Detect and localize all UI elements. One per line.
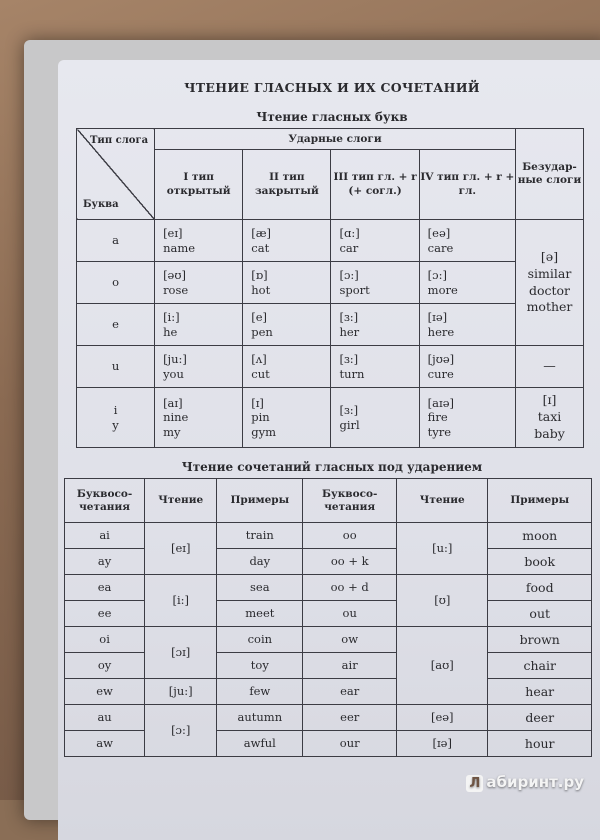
reading-line: cut (251, 366, 270, 381)
reading-line: [ɔ:] (339, 268, 359, 283)
reading-line: nine (163, 410, 189, 425)
reading-line: [aɪ] (163, 395, 183, 410)
table1-row (77, 262, 584, 304)
table1-title: Чтение гласных букв (256, 110, 408, 124)
left-example-cell: toy (217, 653, 303, 679)
left-reading-cell: [eɪ] (145, 523, 217, 575)
table2-row (65, 627, 592, 653)
left-reading-cell: [ɔɪ] (145, 627, 217, 679)
reading-cell (331, 220, 419, 262)
reading-cell (419, 262, 515, 304)
table2-row (65, 653, 592, 679)
reading-line: he (163, 324, 178, 339)
reading-line: sport (339, 282, 370, 297)
right-example-cell: out (488, 601, 592, 627)
table1-row (77, 346, 584, 388)
reading-line: [ɜ:] (339, 352, 359, 367)
type-4-header: IV тип гл. + r + гл. (419, 150, 515, 220)
letter-text: e (112, 317, 119, 332)
table2-header-6: Примеры (488, 479, 592, 523)
reading-line: tyre (427, 424, 452, 439)
letter-text: a (112, 233, 119, 248)
left-reading-cell: [i:] (145, 575, 217, 627)
table1-corner-cell (77, 129, 155, 220)
right-reading-cell: [u:] (397, 523, 488, 575)
letter-cell (77, 304, 155, 346)
reading-line: more (427, 282, 458, 297)
table2-row (65, 549, 592, 575)
reading-cell (419, 388, 515, 448)
left-combo-cell: ew (65, 679, 145, 705)
left-combo-cell: oy (65, 653, 145, 679)
reading-line: pen (251, 324, 273, 339)
unstressed-line: — (543, 358, 556, 374)
reading-line: [ɪə] (427, 310, 448, 325)
reading-line: care (427, 240, 454, 255)
reading-line: [ɜ:] (339, 310, 359, 325)
letter-text: i (113, 403, 118, 418)
table2-row (65, 705, 592, 731)
reading-line: [ɔ:] (427, 268, 447, 283)
right-combo-cell: oo (303, 523, 397, 549)
left-example-cell: awful (217, 731, 303, 757)
reading-line: [æ] (251, 226, 272, 241)
unstressed-line: similar (527, 265, 572, 281)
letter-text: u (111, 359, 120, 374)
reading-line: [jʊə] (427, 352, 455, 367)
table2-row (65, 731, 592, 757)
reading-line: [ɪ] (251, 395, 264, 410)
table2-header-3: Примеры (217, 479, 303, 523)
unstressed-syllables-header: Безудар-ные слоги (516, 129, 584, 220)
right-combo-cell: oo + d (303, 575, 397, 601)
reading-cell (419, 346, 515, 388)
right-reading-cell: [ɪə] (397, 731, 488, 757)
unstressed-line: doctor (528, 282, 571, 298)
left-example-cell: train (217, 523, 303, 549)
reading-line: gym (251, 424, 277, 439)
type-2-header: II тип закрытый (243, 150, 331, 220)
page-title: ЧТЕНИЕ ГЛАСНЫХ И ИХ СОЧЕТАНИЙ (184, 80, 480, 95)
right-combo-cell: our (303, 731, 397, 757)
reading-cell (331, 262, 419, 304)
left-combo-cell: ea (65, 575, 145, 601)
right-combo-cell: air (303, 653, 397, 679)
left-combo-cell: ee (65, 601, 145, 627)
unstressed-line: baby (534, 425, 565, 441)
reading-line: [i:] (163, 310, 180, 325)
vowel-combinations-table (64, 478, 592, 757)
table1-row (77, 220, 584, 262)
left-combo-cell: oi (65, 627, 145, 653)
reading-cell (243, 388, 331, 448)
right-reading-cell: [ʊ] (397, 575, 488, 627)
right-combo-cell: ow (303, 627, 397, 653)
watermark-text: абиринт.ру (486, 773, 584, 791)
right-example-cell: moon (488, 523, 592, 549)
right-example-cell: hour (488, 731, 592, 757)
reading-cell (155, 262, 243, 304)
reading-cell (243, 262, 331, 304)
left-combo-cell: ai (65, 523, 145, 549)
reading-line: cure (427, 366, 454, 381)
reading-cell (419, 304, 515, 346)
left-combo-cell: ay (65, 549, 145, 575)
reading-line: girl (339, 417, 360, 432)
reading-line: rose (163, 282, 189, 297)
right-combo-cell: eer (303, 705, 397, 731)
reading-cell (331, 388, 419, 448)
right-combo-cell: oo + k (303, 549, 397, 575)
right-combo-cell: ou (303, 601, 397, 627)
reading-line: pin (251, 410, 270, 425)
table2-header-4: Буквосо-четания (303, 479, 397, 523)
right-example-cell: chair (488, 653, 592, 679)
reading-cell (331, 304, 419, 346)
reading-line: [ɒ] (251, 268, 268, 283)
left-example-cell: coin (217, 627, 303, 653)
right-example-cell: food (488, 575, 592, 601)
reading-line: [əʊ] (163, 268, 186, 283)
table2-title: Чтение сочетаний гласных под ударением (181, 460, 483, 474)
book-cover (24, 40, 600, 820)
type-1-header: I тип открытый (155, 150, 243, 220)
reading-cell (243, 304, 331, 346)
left-combo-cell: aw (65, 731, 145, 757)
right-example-cell: book (488, 549, 592, 575)
left-example-cell: meet (217, 601, 303, 627)
reading-line: name (163, 240, 196, 255)
reading-line: [ʌ] (251, 352, 267, 367)
left-example-cell: autumn (217, 705, 303, 731)
right-example-cell: brown (488, 627, 592, 653)
reading-line: her (339, 324, 360, 339)
unstressed-line: mother (526, 299, 573, 315)
letter-text: y (112, 417, 119, 432)
table2-row (65, 575, 592, 601)
left-combo-cell: au (65, 705, 145, 731)
reading-cell (155, 304, 243, 346)
reading-cell (155, 346, 243, 388)
right-example-cell: deer (488, 705, 592, 731)
reading-line: cat (251, 240, 270, 255)
unstressed-cell (516, 220, 584, 346)
labirint-logo-icon: Л (466, 775, 483, 792)
table2-header-5: Чтение (397, 479, 488, 523)
left-example-cell: sea (217, 575, 303, 601)
right-reading-cell: [eə] (397, 705, 488, 731)
reading-line: [eə] (427, 226, 451, 241)
reading-line: hot (251, 282, 271, 297)
vowel-letters-table (76, 128, 584, 448)
reading-line: [e] (251, 310, 268, 325)
corner-letter-label: Буква (83, 198, 119, 210)
table2-row (65, 679, 592, 705)
stressed-syllables-header: Ударные слоги (155, 129, 516, 150)
reading-line: here (427, 324, 455, 339)
reading-line: [ɜ:] (339, 403, 359, 418)
reading-line: car (339, 240, 359, 255)
letter-cell (77, 262, 155, 304)
reading-line: turn (339, 366, 365, 381)
right-example-cell: hear (488, 679, 592, 705)
reading-cell (419, 220, 515, 262)
reading-line: [ju:] (163, 352, 187, 367)
corner-syllable-type-label: Тип слога (89, 135, 149, 146)
right-reading-cell: [aʊ] (397, 627, 488, 705)
letter-text: o (112, 275, 119, 290)
right-combo-cell: ear (303, 679, 397, 705)
reading-cell (243, 220, 331, 262)
table2-row (65, 523, 592, 549)
book-page (58, 60, 600, 840)
table2-row (65, 601, 592, 627)
letter-cell (77, 346, 155, 388)
table2-header-2: Чтение (145, 479, 217, 523)
left-example-cell: day (217, 549, 303, 575)
table2-header-1: Буквосо-четания (65, 479, 145, 523)
watermark-logo (466, 773, 584, 792)
left-reading-cell: [ɔ:] (145, 705, 217, 757)
letter-cell (77, 388, 155, 448)
unstressed-cell (516, 346, 584, 388)
reading-line: fire (427, 410, 448, 425)
unstressed-line: [ə] (540, 248, 559, 264)
reading-cell (155, 220, 243, 262)
unstressed-line: [ɪ] (542, 392, 557, 408)
reading-line: [ɑ:] (339, 226, 360, 241)
type-3-header: III тип гл. + r (+ согл.) (331, 150, 419, 220)
letter-cell (77, 220, 155, 262)
left-reading-cell: [ju:] (145, 679, 217, 705)
table1-row (77, 304, 584, 346)
reading-line: my (163, 424, 181, 439)
reading-cell (243, 346, 331, 388)
reading-line: [eɪ] (163, 226, 183, 241)
reading-line: you (163, 366, 184, 381)
reading-cell (155, 388, 243, 448)
unstressed-line: taxi (537, 409, 562, 425)
reading-line: [aɪə] (427, 395, 454, 410)
reading-cell (331, 346, 419, 388)
left-example-cell: few (217, 679, 303, 705)
table1-row (77, 388, 584, 448)
unstressed-cell (516, 388, 584, 448)
